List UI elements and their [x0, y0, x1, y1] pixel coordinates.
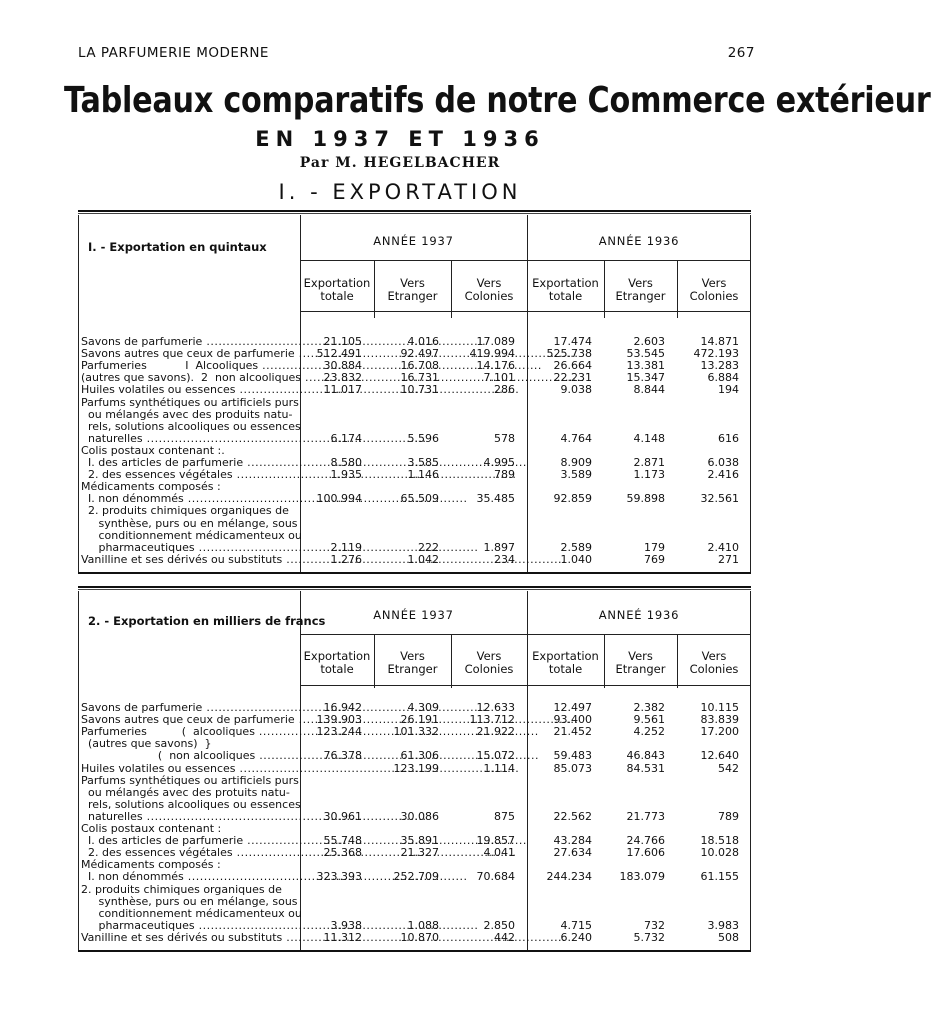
table-cell: 17.089 — [476, 335, 515, 348]
table-cell: 32.561 — [700, 492, 739, 506]
table-cell: 26.191 — [400, 713, 439, 727]
table-cell: 25.368 — [323, 846, 362, 860]
table-cell: 732 — [644, 918, 665, 932]
row-label: ( non alcooliques ..... — [81, 750, 299, 762]
row-label: Parfums synthétiques ou artificiels purs — [81, 395, 299, 409]
table-cell: 4.715 — [560, 918, 592, 932]
table-cell: 17.606 — [626, 846, 665, 860]
row-label: Parfums synthétiques ou artificiels purs — [81, 773, 299, 787]
table-cell: 17.200 — [700, 725, 739, 739]
table-cell: 12.633 — [476, 701, 515, 714]
subtitle: EN 1937 ET 1936 — [255, 127, 545, 151]
row-label: I. non dénommés ..... — [81, 493, 299, 505]
table-border-right — [750, 591, 751, 950]
table-cell: 70.684 — [476, 870, 515, 884]
column-header: Exportation totale — [303, 649, 371, 676]
year-underline — [300, 260, 751, 261]
table-cell: 8.909 — [560, 456, 592, 469]
row-label: naturelles ..... — [81, 811, 299, 823]
table-cell: 875 — [494, 809, 515, 823]
row-label: rels, solutions alcooliques ou essences — [81, 797, 301, 811]
table-label: I. - Exportation en quintaux — [88, 240, 267, 254]
row-label: I. des articles de parfumerie ..... — [81, 457, 299, 469]
table-cell: 21.922 — [476, 725, 515, 739]
table-cell: 578 — [494, 431, 515, 445]
table-cell: 26.664 — [553, 359, 592, 373]
table-cell: 525.738 — [546, 347, 592, 361]
table-cell: 2.850 — [483, 918, 515, 932]
author-line: Par M. HEGELBACHER — [299, 155, 501, 171]
table-cell: 9.561 — [633, 713, 665, 727]
running-title: LA PARFUMERIE MODERNE — [78, 45, 269, 61]
table-cell: 323.393 — [316, 870, 362, 884]
table-cell: 101.332 — [393, 725, 439, 739]
table-cell: 6.038 — [707, 456, 739, 469]
table-cell: 222 — [418, 540, 439, 554]
table-bottom-rule — [78, 572, 751, 574]
table-cell: 4.995 — [483, 456, 515, 469]
table-cell: 16.731 — [400, 371, 439, 385]
table-cell: 508 — [718, 930, 739, 944]
table-cell: 8.844 — [633, 383, 665, 397]
table-cell: 616 — [718, 431, 739, 445]
table-cell: 27.634 — [553, 846, 592, 860]
table-cell: 4.252 — [633, 725, 665, 739]
table-cell: 21.773 — [626, 809, 665, 823]
table-cell: 15.347 — [626, 371, 665, 385]
table-cell: 61.306 — [400, 749, 439, 763]
table-cell: 11.312 — [323, 930, 362, 944]
row-label: synthèse, purs ou en mélange, sous — [81, 894, 298, 908]
table-cell: 4.041 — [483, 846, 515, 860]
year-1937-label: ANNÉE 1937 — [373, 608, 454, 622]
row-label: 2. des essences végétales ..... — [81, 469, 299, 481]
table-cell: 234 — [494, 552, 515, 566]
table-cell: 9.038 — [560, 383, 592, 397]
table-cell: 4.764 — [560, 431, 592, 445]
table-cell: 2.119 — [330, 540, 362, 554]
column-header: Exportation totale — [532, 649, 599, 676]
table-cell: 55.748 — [323, 834, 362, 848]
table-cell: 76.378 — [323, 749, 362, 763]
row-label: Médicaments composés : — [81, 480, 221, 494]
table-cell: 59.483 — [553, 749, 592, 763]
row-label: Médicaments composés : — [81, 858, 221, 872]
table-cell: 2.589 — [560, 540, 592, 554]
table-cell: 21.452 — [553, 725, 592, 739]
row-label: rels, solutions alcooliques ou essences — [81, 419, 301, 433]
row-label: Savons de parfumerie ..... — [81, 336, 299, 348]
row-label: Parfumeries I Alcooliques ..... — [81, 360, 299, 372]
table-cell: 16.942 — [323, 701, 362, 714]
table-cell: 113.712 — [469, 713, 515, 727]
table-cell: 35.485 — [476, 492, 515, 506]
table-bottom-rule — [78, 950, 751, 952]
table-cell: 11.017 — [323, 383, 362, 397]
table-cell: 14.871 — [700, 335, 739, 348]
table-cell: 14.176 — [476, 359, 515, 373]
export-table-quintaux — [78, 210, 751, 585]
row-label: Vanilline et ses dérivés ou substituts ..... — [81, 932, 299, 944]
table-cell: 15.072 — [476, 749, 515, 763]
row-label: Colis postaux contenant :. — [81, 443, 225, 457]
row-label: (autres que savons). 2 non alcooliques ..... — [81, 372, 299, 384]
table-cell: 23.832 — [323, 371, 362, 385]
table-cell: 2.416 — [707, 468, 739, 482]
row-label: Vanilline et ses dérivés ou substituts ..... — [81, 554, 299, 566]
table-cell: 83.839 — [700, 713, 739, 727]
column-header: Vers Colonies — [689, 276, 739, 303]
table-cell: 61.155 — [700, 870, 739, 884]
row-label: synthèse, purs ou en mélange, sous — [81, 516, 298, 530]
table-cell: 123.199 — [393, 761, 439, 775]
table-cell: 3.589 — [560, 468, 592, 482]
table-top-rule-thin — [78, 589, 751, 590]
table-top-rule-thin — [78, 213, 751, 214]
table-cell: 12.497 — [553, 701, 592, 714]
table-cell: 3.983 — [707, 918, 739, 932]
table-cell: 179 — [644, 540, 665, 554]
table-cell: 92.497 — [400, 347, 439, 361]
table-cell: 4.016 — [407, 335, 439, 348]
table-border-right — [750, 215, 751, 572]
table-cell: 13.381 — [626, 359, 665, 373]
table-cell: 3.938 — [330, 918, 362, 932]
row-label: conditionnement médicamenteux ou — [81, 528, 302, 542]
table-cell: 1.088 — [407, 918, 439, 932]
table-cell: 123.244 — [316, 725, 362, 739]
table-cell: 10.028 — [700, 846, 739, 860]
table-cell: 271 — [718, 552, 739, 566]
table-cell: 472.193 — [693, 347, 739, 361]
table-cell: 1.042 — [407, 552, 439, 566]
row-label: I. non dénommés ..... — [81, 871, 299, 883]
table-cell: 1.146 — [407, 468, 439, 482]
year-1936-label: ANNEÉ 1936 — [598, 608, 680, 622]
header-underline — [300, 311, 751, 312]
table-cell: 1.040 — [560, 552, 592, 566]
table-cell: 19.857 — [476, 834, 515, 848]
table-cell: 2.603 — [633, 335, 665, 348]
table-cell: 18.518 — [700, 834, 739, 848]
table-cell: 10.870 — [400, 930, 439, 944]
table-cell: 244.234 — [546, 870, 592, 884]
table-cell: 194 — [718, 383, 739, 397]
table-cell: 4.148 — [633, 431, 665, 445]
table-cell: 286 — [494, 383, 515, 397]
table-cell: 1.276 — [330, 552, 362, 566]
table-cell: 789 — [494, 468, 515, 482]
table-cell: 5.732 — [633, 930, 665, 944]
column-header: Vers Colonies — [464, 649, 514, 676]
row-label: 2. produits chimiques organiques de — [81, 504, 289, 518]
table-cell: 139.903 — [316, 713, 362, 727]
table-cell: 46.843 — [626, 749, 665, 763]
row-label: Savons autres que ceux de parfumerie ..... — [81, 714, 299, 726]
table-cell: 3.585 — [407, 456, 439, 469]
table-cell: 21.105 — [323, 335, 362, 348]
row-label: 2. des essences végétales ..... — [81, 847, 299, 859]
page-number: 267 — [727, 45, 755, 61]
section-title: I. - EXPORTATION — [278, 180, 522, 204]
year-1936-label: ANNÉE 1936 — [598, 234, 680, 248]
row-label: conditionnement médicamenteux ou — [81, 906, 302, 920]
table-cell: 35.891 — [400, 834, 439, 848]
column-header: Vers Colonies — [689, 649, 739, 676]
table-cell: 6.240 — [560, 930, 592, 944]
table-cell: 12.640 — [700, 749, 739, 763]
row-label: 2. produits chimiques organiques de — [81, 882, 282, 896]
table-cell: 30.086 — [400, 809, 439, 823]
page-title: Tableaux comparatifs de notre Commerce extérieur — [64, 80, 931, 121]
table-cell: 22.562 — [553, 809, 592, 823]
row-label: Savons de parfumerie ..... — [81, 702, 299, 714]
table-cell: 22.231 — [553, 371, 592, 385]
table-cell: 24.766 — [626, 834, 665, 848]
column-header: Vers Etranger — [387, 649, 438, 676]
table-cell: 1.935 — [330, 468, 362, 482]
table-cell: 2.382 — [633, 701, 665, 714]
table-cell: 30.884 — [323, 359, 362, 373]
table-cell: 5.596 — [407, 431, 439, 445]
table-cell: 93.400 — [553, 713, 592, 727]
table-border-left — [78, 591, 79, 950]
table-cell: 252.709 — [393, 870, 439, 884]
table-cell: 84.531 — [626, 761, 665, 775]
table-cell: 16.708 — [400, 359, 439, 373]
table-cell: 419.994 — [469, 347, 515, 361]
table-cell: 59.898 — [626, 492, 665, 506]
table-cell: 21.327 — [400, 846, 439, 860]
table-cell: 2.410 — [707, 540, 739, 554]
row-label: (autres que savons) } — [81, 737, 212, 751]
column-header: Vers Etranger — [615, 649, 666, 676]
row-label: Huiles volatiles ou essences ..... — [81, 763, 299, 775]
row-label: Huiles volatiles ou essences ..... — [81, 384, 299, 396]
table-cell: 183.079 — [619, 870, 665, 884]
table-cell: 789 — [718, 809, 739, 823]
table-cell: 10.115 — [700, 701, 739, 714]
row-label: naturelles ..... — [81, 433, 299, 445]
table-cell: 542 — [718, 761, 739, 775]
table-border-left — [78, 215, 79, 572]
table-label: 2. - Exportation en milliers de francs — [88, 614, 326, 628]
table-cell: 2.871 — [633, 456, 665, 469]
column-header: Vers Etranger — [615, 276, 666, 303]
table-cell: 92.859 — [553, 492, 592, 506]
table-cell: 10.731 — [400, 383, 439, 397]
row-label: I. des articles de parfumerie ..... — [81, 835, 299, 847]
table-cell: 1.114 — [483, 761, 515, 775]
table-cell: 4.309 — [407, 701, 439, 714]
row-label: Savons autres que ceux de parfumerie ..... — [81, 348, 299, 360]
column-header: Vers Colonies — [464, 276, 514, 303]
column-header: Exportation totale — [303, 276, 371, 303]
export-table-francs — [78, 586, 751, 966]
year-underline — [300, 634, 751, 635]
header-underline — [300, 685, 751, 686]
row-label: pharmaceutiques ..... — [81, 920, 299, 932]
table-top-rule — [78, 586, 751, 588]
table-cell: 8.580 — [330, 456, 362, 469]
table-cell: 512.491 — [316, 347, 362, 361]
table-cell: 65.509 — [400, 492, 439, 506]
table-cell: 13.283 — [700, 359, 739, 373]
table-top-rule — [78, 210, 751, 212]
table-cell: 30.961 — [323, 809, 362, 823]
row-label: Parfumeries ( alcooliques ..... — [81, 726, 299, 738]
table-cell: 442 — [494, 930, 515, 944]
row-label: Colis postaux contenant : — [81, 822, 222, 835]
table-cell: 53.545 — [626, 347, 665, 361]
table-cell: 43.284 — [553, 834, 592, 848]
table-cell: 17.474 — [553, 335, 592, 348]
row-label: ou mélangés avec des produits natu- — [81, 407, 293, 421]
table-cell: 100.994 — [316, 492, 362, 506]
table-cell: 6.174 — [330, 431, 362, 445]
table-cell: 1.173 — [633, 468, 665, 482]
column-header: Exportation totale — [532, 276, 599, 303]
column-header: Vers Etranger — [387, 276, 438, 303]
table-cell: 769 — [644, 552, 665, 566]
table-cell: 6.884 — [707, 371, 739, 385]
row-label: ou mélangés avec des protuits natu- — [81, 785, 290, 799]
year-1937-label: ANNÉE 1937 — [373, 234, 454, 248]
table-cell: 7.101 — [483, 371, 515, 385]
table-cell: 1.897 — [483, 540, 515, 554]
row-label: pharmaceutiques ..... — [81, 542, 299, 554]
table-cell: 85.073 — [553, 761, 592, 775]
